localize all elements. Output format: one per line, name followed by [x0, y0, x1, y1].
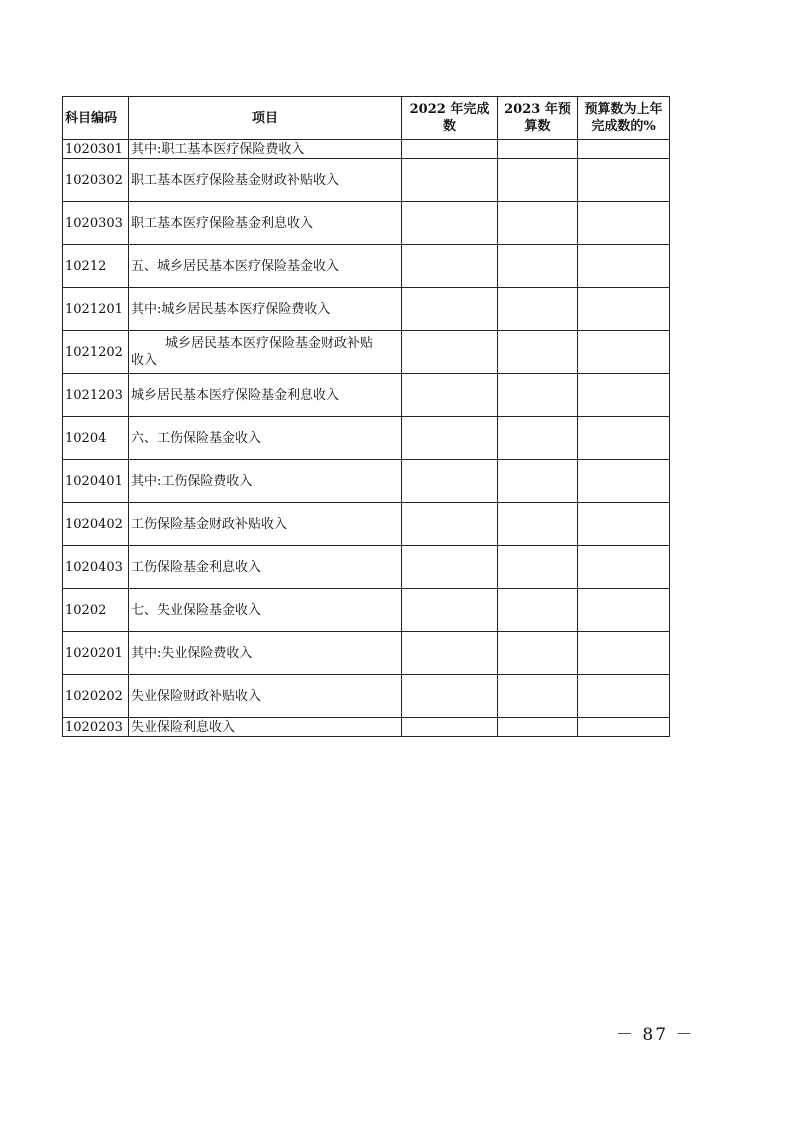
- row-completed-2022: [402, 417, 498, 460]
- row-code: 1020401: [63, 460, 129, 503]
- row-budget-2023: [498, 546, 578, 589]
- row-ratio: [578, 632, 670, 675]
- row-completed-2022: [402, 202, 498, 245]
- row-code: 10212: [63, 245, 129, 288]
- page-number: － 87 －: [616, 1025, 695, 1045]
- table-row: [63, 718, 670, 737]
- row-code: 1020403: [63, 546, 129, 589]
- table-row: [63, 546, 670, 589]
- row-budget-2023: [498, 331, 578, 374]
- row-budget-2023: [498, 675, 578, 718]
- row-completed-2022: [402, 632, 498, 675]
- row-item: 失业保险财政补贴收入: [129, 675, 402, 718]
- table-row: [63, 140, 670, 159]
- row-item: [129, 331, 402, 374]
- row-code: 1020303: [63, 202, 129, 245]
- row-code: 1021202: [63, 331, 129, 374]
- table-row: [63, 460, 670, 503]
- row-code: 1021201: [63, 288, 129, 331]
- row-item: 其中:失业保险费收入: [129, 632, 402, 675]
- header-row: [63, 97, 670, 140]
- table-row: [63, 417, 670, 460]
- row-completed-2022: [402, 718, 498, 737]
- header-code: 科目编码: [63, 97, 129, 140]
- row-code: 1020202: [63, 675, 129, 718]
- row-item: 五、城乡居民基本医疗保险基金收入: [129, 245, 402, 288]
- table-row: [63, 331, 670, 374]
- row-ratio: [578, 288, 670, 331]
- row-budget-2023: [498, 503, 578, 546]
- row-completed-2022: [402, 460, 498, 503]
- row-completed-2022: [402, 675, 498, 718]
- table-row: [63, 632, 670, 675]
- header-item: 项目: [129, 97, 402, 140]
- header-ratio: 预算数为上年完成数的%: [578, 97, 670, 140]
- row-item: 工伤保险基金利息收入: [129, 546, 402, 589]
- row-code: 1020301: [63, 140, 129, 159]
- row-code: 1020302: [63, 159, 129, 202]
- row-budget-2023: [498, 589, 578, 632]
- row-budget-2023: [498, 202, 578, 245]
- row-code: 1021203: [63, 374, 129, 417]
- row-completed-2022: [402, 503, 498, 546]
- header-budget-2023: 2023 年预算数: [498, 97, 578, 140]
- row-ratio: [578, 374, 670, 417]
- row-ratio: [578, 159, 670, 202]
- row-code: 10202: [63, 589, 129, 632]
- row-budget-2023: [498, 140, 578, 159]
- budget-table: [62, 96, 670, 737]
- row-completed-2022: [402, 140, 498, 159]
- row-item: 失业保险利息收入: [129, 718, 402, 737]
- row-item: 七、失业保险基金收入: [129, 589, 402, 632]
- row-budget-2023: [498, 159, 578, 202]
- table-row: [63, 288, 670, 331]
- row-budget-2023: [498, 245, 578, 288]
- row-ratio: [578, 589, 670, 632]
- table-row: [63, 503, 670, 546]
- row-item: 城乡居民基本医疗保险基金利息收入: [129, 374, 402, 417]
- row-code: 10204: [63, 417, 129, 460]
- row-completed-2022: [402, 159, 498, 202]
- row-ratio: [578, 460, 670, 503]
- row-ratio: [578, 331, 670, 374]
- row-budget-2023: [498, 374, 578, 417]
- table-row: [63, 202, 670, 245]
- row-code: 1020203: [63, 718, 129, 737]
- row-ratio: [578, 417, 670, 460]
- header-completed-2022: 2022 年完成数: [402, 97, 498, 140]
- row-completed-2022: [402, 288, 498, 331]
- row-item: 六、工伤保险基金收入: [129, 417, 402, 460]
- row-ratio: [578, 245, 670, 288]
- row-ratio: [578, 140, 670, 159]
- table-row: [63, 675, 670, 718]
- row-code: 1020201: [63, 632, 129, 675]
- row-completed-2022: [402, 331, 498, 374]
- row-ratio: [578, 503, 670, 546]
- row-completed-2022: [402, 546, 498, 589]
- table-row: [63, 245, 670, 288]
- row-item: 工伤保险基金财政补贴收入: [129, 503, 402, 546]
- row-item: 其中:工伤保险费收入: [129, 460, 402, 503]
- row-item-line2: 收入: [131, 353, 158, 368]
- row-ratio: [578, 675, 670, 718]
- row-ratio: [578, 546, 670, 589]
- row-code: 1020402: [63, 503, 129, 546]
- row-item-line1: 城乡居民基本医疗保险基金财政补贴: [165, 336, 374, 351]
- table-row: [63, 374, 670, 417]
- row-ratio: [578, 202, 670, 245]
- row-item: 其中:职工基本医疗保险费收入: [129, 140, 402, 159]
- row-item: 职工基本医疗保险基金利息收入: [129, 202, 402, 245]
- row-budget-2023: [498, 417, 578, 460]
- row-completed-2022: [402, 374, 498, 417]
- row-budget-2023: [498, 460, 578, 503]
- row-completed-2022: [402, 245, 498, 288]
- row-budget-2023: [498, 288, 578, 331]
- row-ratio: [578, 718, 670, 737]
- row-item: 职工基本医疗保险基金财政补贴收入: [129, 159, 402, 202]
- row-item: 其中:城乡居民基本医疗保险费收入: [129, 288, 402, 331]
- row-budget-2023: [498, 718, 578, 737]
- table-row: [63, 159, 670, 202]
- table-row: [63, 589, 670, 632]
- row-completed-2022: [402, 589, 498, 632]
- row-budget-2023: [498, 632, 578, 675]
